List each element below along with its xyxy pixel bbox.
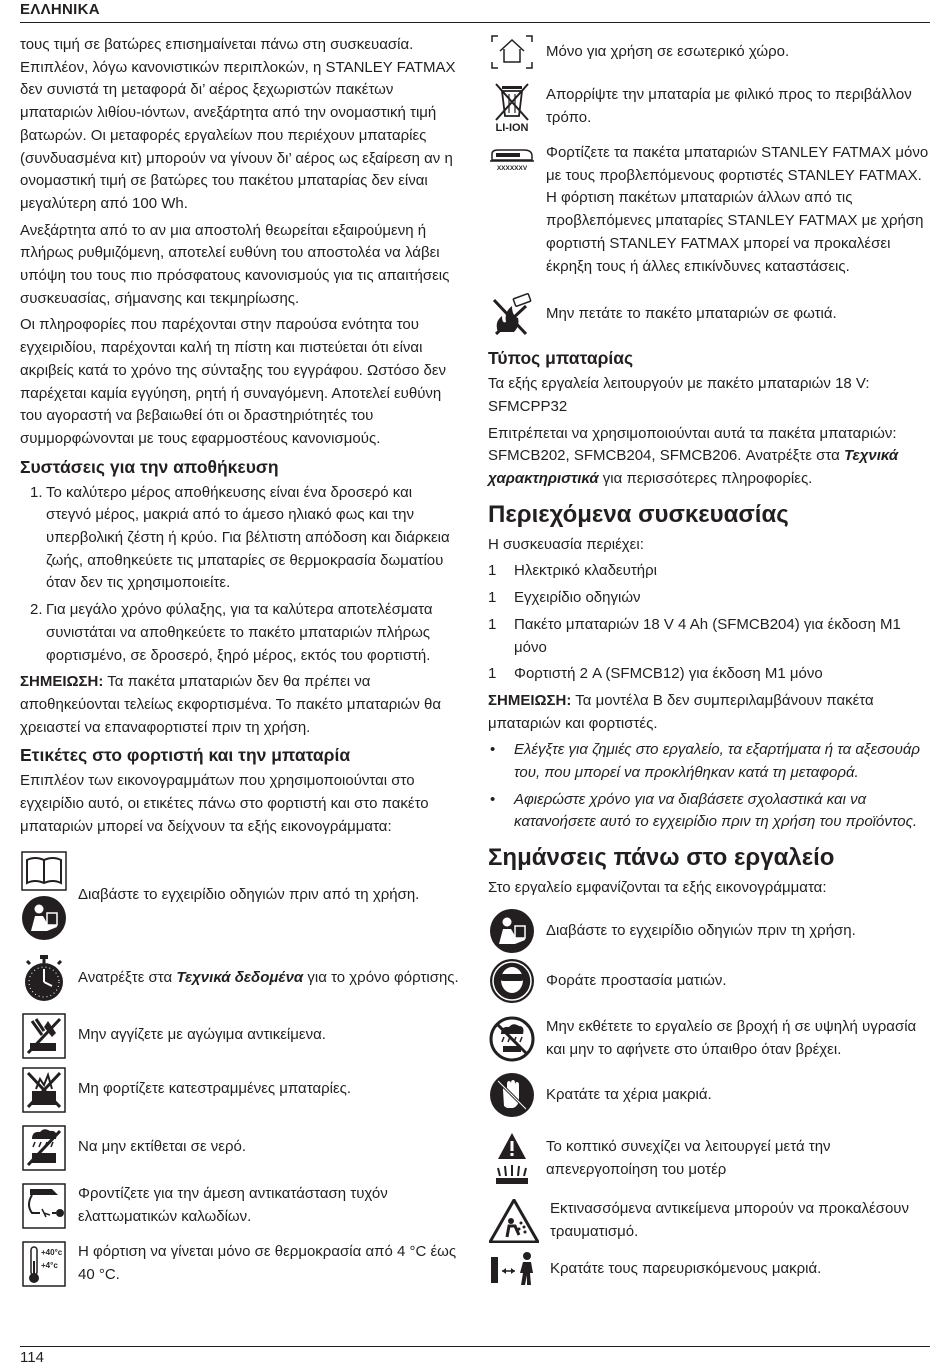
page-header [20, 0, 930, 23]
picto-text: Μη φορτίζετε κατεστραμμένες μπαταρίες. [78, 1080, 352, 1098]
eye-protection-icon [489, 958, 535, 1004]
text-part: Επιτρέπεται να χρησιμοποιούνται αυτά τα πακέτα μπαταριών: SFMCB202, SFMCB204, SFMCB206. Ανατρέξτε στα [488, 424, 897, 465]
temp-high-label: +40°c [41, 1247, 63, 1257]
text-part: Ανατρέξτε στα [78, 969, 177, 987]
item-text: Πακέτο μπαταριών 18 V 4 Ah (SFMCB204) για έκδοση M1 μόνο [514, 615, 901, 656]
tool-picto-thrown [488, 1198, 930, 1243]
crossed-bin-icon [490, 82, 534, 132]
indoor-use-icon [490, 34, 534, 70]
temp-low-label: +4°c [41, 1260, 58, 1270]
text-part: για το χρόνο φόρτισης. [303, 969, 459, 987]
contents-list [488, 560, 930, 686]
picto-text: Κρατάτε τους παρευρισκόμενους μακριά. [550, 1259, 822, 1277]
picto-text: Να μην εκτίθεται σε νερό. [78, 1138, 247, 1156]
intro-paragraph-1: τους τιμή σε βατώρες επισημαίνεται πάνω στη συσκευασία. Επιπλέον, λόγω κανονιστικών περιπλοκών, η STANLEY FATMAX δεν συνιστά τη μεταφορά δι’ αέρος ξεχωριστών πακέτων μπαταριών λιθίου-ιόντων, ανεξάρτητα από την ονομαστική τιμή βατωρών. Οι μεταφορές εργαλείων που περιέχουν μπαταρίες (συνδυασμένα κιτ) μπορούν να γίνουν δι’ αέρος ως εξαίρεση αν η ονομαστική τιμή σε βατώρες του πακέτου μπαταρίας δεν είναι μεγαλύτερη από 100 Wh. [20, 36, 456, 212]
thrown-objects-icon [489, 1199, 539, 1243]
picto-no-fire [488, 292, 930, 336]
picto-text: Απορρίψτε την μπαταρία με φιλικό προς το περιβάλλον τρόπο. [546, 86, 912, 126]
item-text: Το καλύτερο μέρος αποθήκευσης είναι ένα δροσερό και στεγνό μέρος, μακριά από το άμεσο ηλιακό φως και την υπερβολική ζέστη ή κρύο. Για βέλτιστη απόδοση και διάρκεια ζωής, αποθηκεύετε τις μπαταρίες σε θερμοκρασία δωματίου όταν δεν τις χρησιμοποιείτε. [46, 483, 450, 592]
bullet-item: • Ελέγξτε για ζημιές στο εργαλείο, τα εξαρτήματα ή τα αξεσουάρ του, που μπορεί να προκλήθηκαν κατά τη μεταφορά. [488, 739, 930, 784]
tool-picto-rain [488, 1016, 930, 1062]
item-text: Ηλεκτρικό κλαδευτήρι [514, 562, 657, 580]
list-item [20, 599, 460, 667]
labels-intro: Επιπλέον των εικονογραμμάτων που χρησιμοποιούνται στο εγχειρίδιο αυτό, οι ετικέτες πάνω στο φορτιστή και στο πακέτο μπαταριών μπορεί να δείχνουν τα εξής εικονογράμματα: [20, 772, 429, 835]
keep-hands-away-icon [489, 1072, 535, 1118]
picto-text: Εκτινασσόμενα αντικείμενα μπορούν να προκαλέσουν τραυματισμό. [550, 1199, 909, 1240]
page-number: 114 [20, 1349, 44, 1366]
picto-text: Μόνο για χρήση σε εσωτερικό χώρο. [546, 42, 790, 60]
tool-picto-eyes [488, 958, 930, 1004]
picto-text: Διαβάστε το εγχειρίδιο οδηγιών πριν τη χρήση. [546, 921, 856, 939]
battery-paragraph-1: Τα εξής εργαλεία λειτουργούν με πακέτο μπαταριών 18 V: SFMCPP32 [488, 375, 870, 415]
item-number: 2. [30, 601, 43, 619]
item-quantity: 1 [488, 665, 497, 683]
picto-text [68, 967, 459, 990]
read-manual-icon [489, 908, 535, 954]
package-contents-heading: Περιεχόμενα συσκευασίας [488, 500, 789, 528]
intro-paragraph-2: Ανεξάρτητα από το αν μια αποστολή θεωρείται εξαιρούμενη ή πλήρως ρυθμιζόμενη, αποτελεί ευθύνη του αποστολέα να λάβει υπόψη του τους πιο πρόσφατους κανονισμούς για τις απαιτήσεις συσκευασίας, σήμανσης και τεκμηρίωσης. [20, 221, 450, 307]
note-text: Τα πακέτα μπαταριών δεν θα πρέπει να αποθηκεύονται τελείως εκφορτισμένα. Το πακέτο μπαταριών θα χρειαστεί να επαναφορτιστεί πριν τη χρήση. [20, 673, 442, 736]
item-text: Για μεγάλο χρόνο φύλαξης, για τα καλύτερα αποτελέσματα συνιστάται να αποθηκεύετε το πακέτο μπαταριών πλήρως φορτισμένο, σε δροσερό, ξηρό μέρος, εκτός του φορτιστή. [46, 601, 433, 664]
picto-text: Μην αγγίζετε με αγώγιμα αντικείμενα. [78, 1026, 326, 1044]
labels-heading: Ετικέτες στο φορτιστή και την μπαταρία [20, 745, 351, 766]
storage-note [20, 671, 460, 739]
list-item [20, 482, 460, 596]
check-bullets [488, 739, 930, 834]
storage-list [20, 482, 460, 668]
right-column [488, 34, 930, 1295]
no-fire-icon [490, 292, 534, 336]
technical-specs-ref: Τεχνικά χαρακτηριστικά [488, 447, 899, 488]
intro-paragraph-3: Οι πληροφορίες που παρέχονται στην παρούσα ενότητα του εγχειριδίου, παρέχονται καλή τη πίστη και πιστεύεται ότι είναι ακριβείς κατά το χρόνο της σύνταξης του εγγράφου. Ωστόσο δεν παρέχεται καμία εγγύηση, ρητή ή συναγόμενη. Αποτελεί ευθύνη του αγοραστή να βεβαιωθεί ότι οι δραστηριότητές του συμμορφώνονται με τους εφαρμοστέους κανονισμούς. [20, 316, 447, 447]
picto-no-touch [20, 1013, 460, 1059]
item-text: Εγχειρίδιο οδηγιών [514, 589, 641, 607]
tool-picto-read [488, 908, 930, 954]
read-manual-icon [21, 895, 67, 941]
picto-no-damaged [20, 1067, 460, 1113]
note-label: ΣΗΜΕΙΩΣΗ: [20, 673, 104, 691]
language-label: ΕΛΛΗΝΙΚΑ [20, 1, 100, 18]
picto-text: Φορτίζετε τα πακέτα μπαταριών STANLEY FATMAX μόνο με τους προβλεπόμενους φορτιστές STANLEY FATMAX. Η φόρτιση πακέτων μπαταριών άλλων από τις προβλεπόμενες μπαταρίες STANLEY FATMAX με χρήση φορτιστή STANLEY FATMAX μπορεί να προκαλέσει έκρηξη τους ή άλλες επικίνδυνες καταστάσεις. [546, 144, 929, 275]
contents-intro: Η συσκευασία περιέχει: [488, 535, 644, 553]
tool-picto-bystanders [488, 1251, 930, 1287]
item-number: 1. [30, 483, 43, 501]
battery-type-heading: Τύπος μπαταρίας [488, 348, 634, 369]
no-water-icon [22, 1125, 66, 1171]
picto-charge-time [20, 955, 460, 1003]
thermometer-icon [22, 1241, 66, 1287]
bullet-item: • Αφιερώστε χρόνο για να διαβάσετε σχολαστικά και να κατανοήσετε αυτό το εγχειρίδιο πριν τη χρήση του προϊόντος. [488, 789, 930, 834]
picto-text: Το κοπτικό συνεχίζει να λειτουργεί μετά την απενεργοποίηση του μοτέρ [546, 1138, 831, 1178]
no-conductive-objects-icon [22, 1013, 66, 1059]
charger-code: XXXXXXV [496, 165, 528, 172]
battery-paragraph-2 [488, 423, 930, 491]
tool-picto-blade [488, 1132, 930, 1186]
picto-text: Διαβάστε το εγχειρίδιο οδηγιών πριν από τη χρήση. [78, 886, 420, 904]
manual-book-icon [21, 851, 67, 891]
picto-text: Κρατάτε τα χέρια μακριά. [546, 1085, 712, 1103]
li-ion-label: LI-ION [495, 122, 529, 132]
stopwatch-icon [21, 955, 67, 1003]
item-quantity: 1 [488, 589, 497, 607]
item-quantity: 1 [488, 562, 497, 580]
tool-markings-heading: Σημάνσεις πάνω στο εργαλείο [488, 844, 835, 872]
text-part: για περισσότερες πληροφορίες. [598, 470, 813, 488]
list-item [488, 560, 930, 583]
technical-data-ref: Τεχνικά δεδομένα [176, 969, 304, 987]
note-label: ΣΗΜΕΙΩΣΗ: [488, 691, 572, 709]
picto-read-manual [20, 851, 460, 941]
picto-text: Φοράτε προστασία ματιών. [546, 971, 727, 989]
left-column [20, 34, 460, 1295]
rotating-blade-icon [492, 1164, 532, 1186]
warning-triangle-icon [497, 1132, 527, 1160]
markings-intro: Στο εργαλείο εμφανίζονται τα εξής εικονογράμματα: [488, 879, 827, 897]
footer-rule [20, 1346, 930, 1347]
picto-recycle [488, 82, 930, 132]
picto-text: Μην εκθέτετε το εργαλείο σε βροχή ή σε υψηλή υγρασία και μην το αφήνετε στο ύπαιθρο όταν βρέχει. [546, 1018, 917, 1058]
list-item [488, 663, 930, 686]
damaged-battery-icon [22, 1067, 66, 1113]
storage-heading: Συστάσεις για την αποθήκευση [20, 456, 279, 477]
contents-note [488, 690, 930, 735]
list-item [488, 614, 930, 659]
picto-text: Φροντίζετε για την άμεση αντικατάσταση τυχόν ελαττωματικών καλωδίων. [78, 1184, 388, 1225]
no-rain-icon [489, 1016, 535, 1062]
picto-replace-cords [20, 1183, 460, 1229]
tool-picto-hands [488, 1072, 930, 1118]
picto-chargers [488, 142, 930, 278]
defective-cord-icon [22, 1183, 66, 1229]
item-text: Φορτιστή 2 A (SFMCB12) για έκδοση M1 μόνο [514, 665, 823, 683]
picto-indoor [488, 34, 930, 70]
note-text: Τα μοντέλα B δεν συμπεριλαμβάνουν πακέτα μπαταριών και φορτιστές. [488, 691, 874, 732]
picto-no-water [20, 1125, 460, 1171]
bystanders-away-icon [489, 1251, 539, 1287]
list-item [488, 587, 930, 610]
item-quantity: 1 [488, 615, 497, 633]
picto-text: Η φόρτιση να γίνεται μόνο σε θερμοκρασία από 4 °C έως 40 °C. [78, 1242, 457, 1283]
picto-temperature [20, 1241, 460, 1287]
picto-text: Μην πετάτε το πακέτο μπαταριών σε φωτιά. [546, 304, 837, 322]
charger-icon [488, 148, 536, 172]
